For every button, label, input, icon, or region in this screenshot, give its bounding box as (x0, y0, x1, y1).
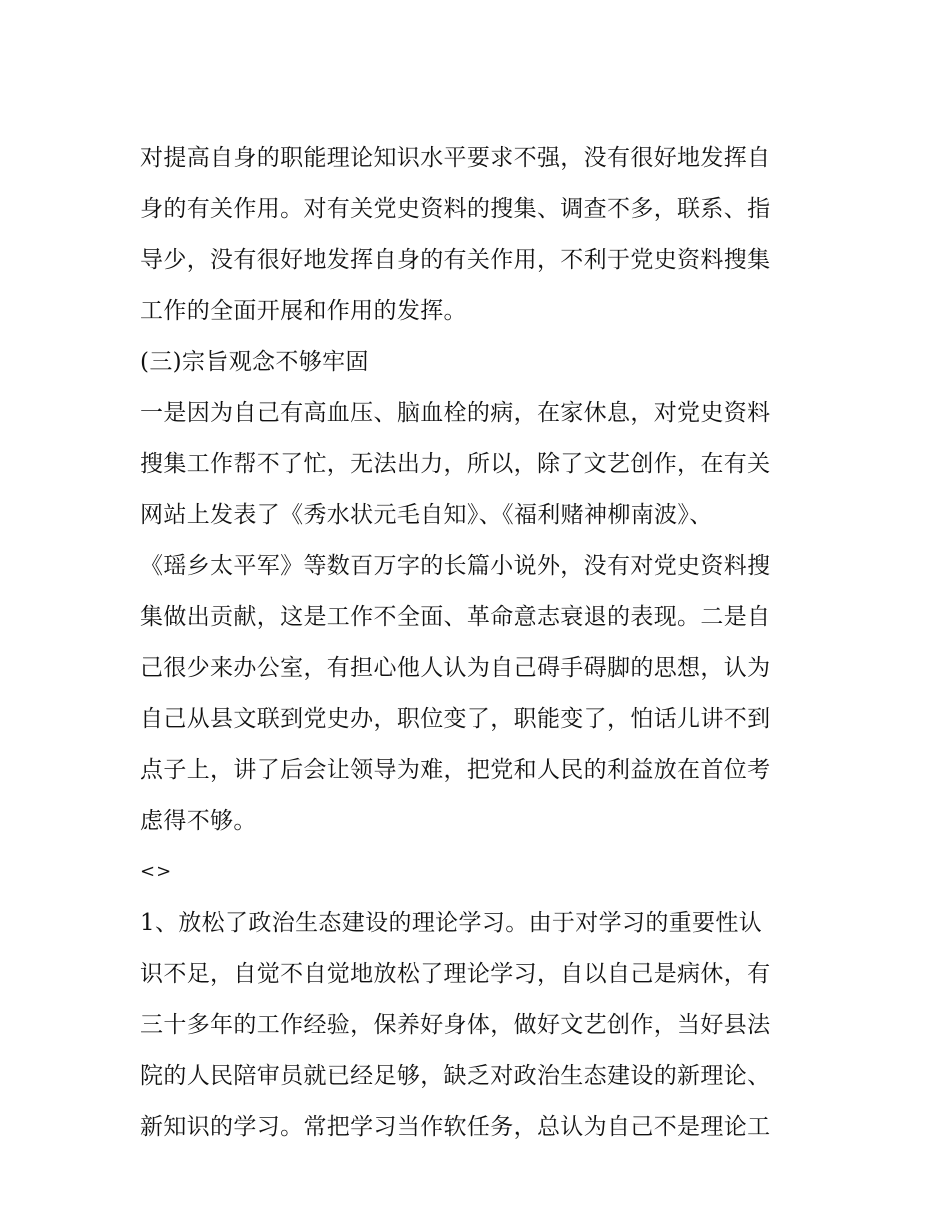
text-line: 1、放松了政治生态建设的理论学习。由于对学习的重要性认 (140, 910, 763, 936)
text-line: 导少，没有很好地发挥自身的有关作用，不利于党史资料搜集 (140, 247, 771, 273)
text-line: 己很少来办公室，有担心他人认为自己碍手碍脚的思想，认为 (140, 655, 771, 681)
text-line: 点子上，讲了后会让领导为难，把党和人民的利益放在首位考 (140, 757, 771, 783)
placeholder-marker: <> (140, 861, 173, 882)
text-line: 搜集工作帮不了忙，无法出力，所以，除了文艺创作，在有关 (140, 451, 771, 477)
text-line: 网站上发表了《秀水状元毛自知》、《福利赌神柳南波》、 (140, 502, 713, 528)
text-line: 虑得不够。 (140, 808, 257, 834)
text-line: 自己从县文联到党史办，职位变了，职能变了，怕话儿讲不到 (140, 706, 771, 732)
section-heading: (三)宗旨观念不够牢固 (140, 349, 369, 375)
text-line: 对提高自身的职能理论知识水平要求不强，没有很好地发挥自 (140, 145, 771, 171)
text-line: 一是因为自己有高血压、脑血栓的病，在家休息，对党史资料 (140, 400, 771, 426)
text-line: 三十多年的工作经验，保养好身体，做好文艺创作，当好县法 (140, 1012, 771, 1038)
text-line: 识不足，自觉不自觉地放松了理论学习，自以自己是病休，有 (140, 961, 771, 987)
text-line: 《瑶乡太平军》等数百万字的长篇小说外，没有对党史资料搜 (140, 553, 771, 579)
text-line: 工作的全面开展和作用的发挥。 (140, 298, 467, 324)
text-line: 集做出贡献，这是工作不全面、革命意志衰退的表现。二是自 (140, 604, 771, 630)
text-line: 身的有关作用。对有关党史资料的搜集、调查不多，联系、指 (140, 196, 771, 222)
text-line: 新知识的学习。常把学习当作软任务，总认为自己不是理论工 (140, 1114, 771, 1140)
text-line: 院的人民陪审员就已经足够，缺乏对政治生态建设的新理论、 (140, 1063, 771, 1089)
